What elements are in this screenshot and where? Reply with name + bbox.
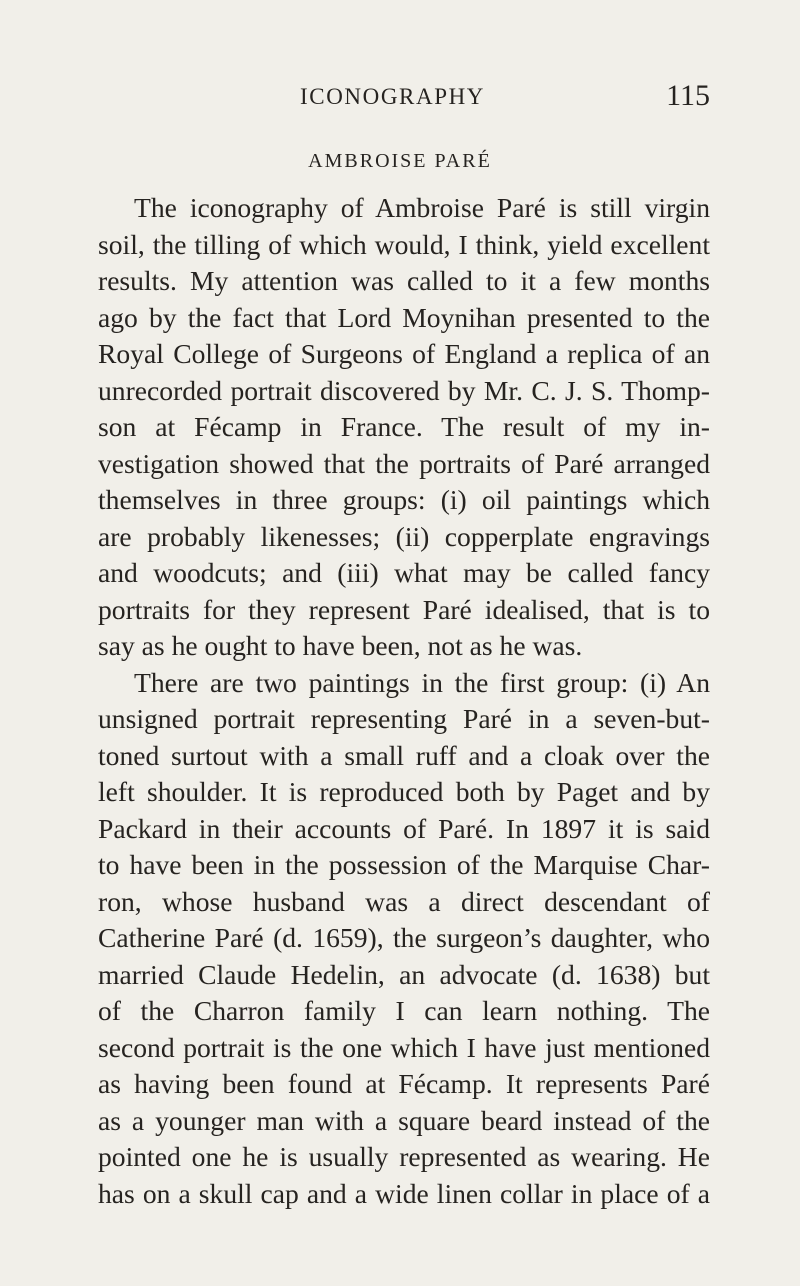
text-line: pointed one he is usually represented as wearing. He bbox=[98, 1141, 710, 1172]
text-line: soil, the tilling of which would, I think, yield excellent bbox=[98, 228, 710, 260]
text-line: The iconography of Ambroise Paré is still virgin bbox=[134, 192, 710, 223]
text-line: are probably likenesses; (ii) copperplate engravings bbox=[98, 520, 710, 552]
text-line: Catherine Paré (d. 1659), the surgeon’s daughter, who bbox=[98, 922, 710, 953]
text-line: as a younger man with a square beard instead of the bbox=[98, 1104, 710, 1136]
body-text bbox=[98, 190, 710, 1212]
text-line: say as he ought to have been, not as he was. bbox=[98, 630, 583, 661]
text-line: second portrait is the one which I have just mentioned bbox=[98, 1031, 710, 1063]
running-title: ICONOGRAPHY bbox=[300, 84, 486, 109]
text-line: vestigation showed that the portraits of Paré arranged bbox=[98, 447, 710, 479]
text-line: as having been found at Fécamp. It represents Paré bbox=[98, 1068, 710, 1099]
text-line: and woodcuts; and (iii) what may be called fancy bbox=[98, 557, 710, 588]
text-line: Royal College of Surgeons of England a replica of an bbox=[98, 338, 710, 369]
text-line: has on a skull cap and a wide linen collar in place of a bbox=[98, 1177, 710, 1209]
text-line: son at Fécamp in France. The result of my in- bbox=[98, 411, 710, 442]
text-line: Packard in their accounts of Paré. In 1897 it is said bbox=[98, 812, 710, 844]
text-line: of the Charron family I can learn nothing. The bbox=[98, 995, 710, 1026]
text-line: toned surtout with a small ruff and a cloak over the bbox=[98, 739, 710, 771]
text-line: portraits for they represent Paré idealised, that is to bbox=[98, 593, 710, 625]
text-line: left shoulder. It is reproduced both by Paget and by bbox=[98, 776, 710, 807]
text-line: ago by the fact that Lord Moynihan presented to the bbox=[98, 301, 710, 333]
text-line: unrecorded portrait discovered by Mr. C. J. S. Thomp- bbox=[98, 374, 710, 406]
text-line: ron, whose husband was a direct descendant of bbox=[98, 885, 710, 917]
section-heading: AMBROISE PARÉ bbox=[308, 150, 492, 172]
text-line: themselves in three groups: (i) oil paintings which bbox=[98, 484, 710, 515]
text-line: to have been in the possession of the Marquise Char- bbox=[98, 849, 710, 880]
text-line: unsigned portrait representing Paré in a seven-but- bbox=[98, 703, 710, 734]
text-line: results. My attention was called to it a few months bbox=[98, 265, 710, 296]
page-number: 115 bbox=[666, 79, 710, 112]
text-line: There are two paintings in the first group: (i) An bbox=[134, 666, 710, 698]
text-line: married Claude Hedelin, an advocate (d. 1638) but bbox=[98, 958, 710, 990]
running-head bbox=[300, 78, 710, 114]
